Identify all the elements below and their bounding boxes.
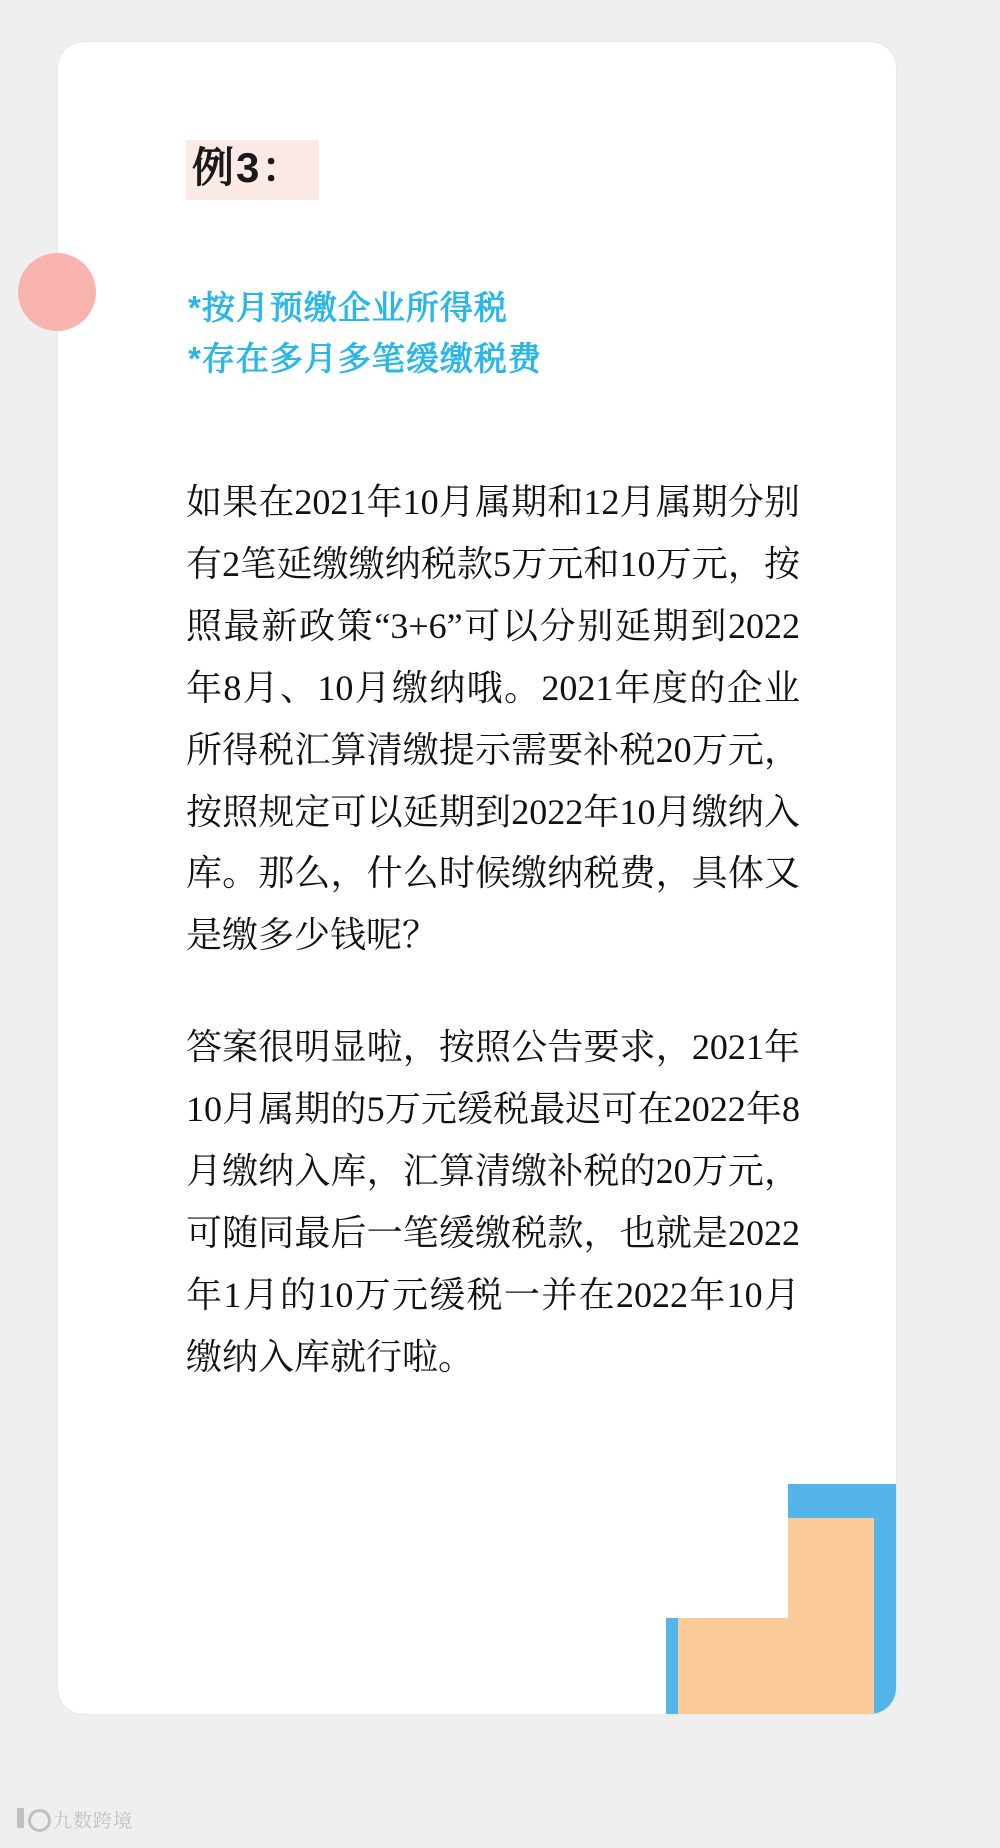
- highlight-item-2: *存在多月多笔缓缴税费: [188, 340, 542, 378]
- corner-white-shape: [644, 1460, 788, 1618]
- paragraph-2: 答案很明显啦，按照公告要求，2021年10月属期的5万元缓税最迟可在2022年8月缴纳入库，汇算清缴补税的20万元，可随同最后一笔缓缴税款，也就是2022年1月的10万元缓税一并在2022年10月缴纳入库就行啦。: [186, 1027, 800, 1377]
- paragraph-1: 如果在2021年10月属期和12月属期分别有2笔延缴缴纳税款5万元和10万元，按照最新政策“3+6”可以分别延期到2022年8月、10月缴纳哦。2021年度的企业所得税汇算清缴提示需要补税20万元，按照规定可以延期到2022年10月缴纳入库。那么，什么时候缴纳税费，具体又是缴多少钱呢？: [186, 482, 800, 956]
- corner-orange-shape: [678, 1518, 874, 1714]
- highlight-item-1: *按月预缴企业所得税: [188, 289, 508, 326]
- page-title: [186, 140, 319, 200]
- corner-blue-shape: [666, 1484, 896, 1714]
- pink-circle-decoration: [18, 253, 96, 331]
- watermark-logo-icon: [16, 1804, 46, 1834]
- page-title-text: 例3：: [186, 140, 319, 200]
- highlight-list: [188, 282, 848, 384]
- watermark-text: 九数跨境: [53, 1810, 134, 1832]
- body-text: [186, 472, 800, 1389]
- content-card: [58, 42, 896, 1714]
- folded-corner-decoration: [644, 1460, 896, 1714]
- watermark: [16, 1804, 133, 1834]
